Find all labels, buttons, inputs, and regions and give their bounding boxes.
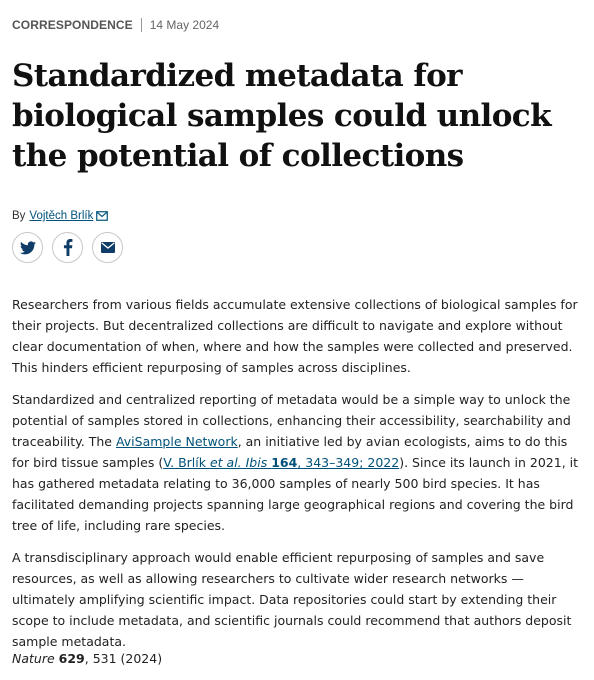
reference-etal: et al. Ibis: [209, 455, 272, 470]
paragraph-2: [12, 389, 584, 536]
share-facebook-button[interactable]: [52, 232, 83, 263]
reference-link[interactable]: [163, 455, 399, 470]
author-link[interactable]: Vojtěch Brlík: [29, 210, 94, 222]
citation-volume: 629: [58, 651, 85, 666]
share-buttons: [12, 232, 123, 263]
reference-volume: 164: [271, 455, 298, 470]
citation: [12, 651, 162, 666]
author-email-icon[interactable]: [96, 211, 108, 221]
citation-journal: Nature: [12, 651, 55, 666]
article-meta: [12, 18, 219, 32]
byline-prefix: By: [12, 210, 26, 222]
citation-rest: , 531 (2024): [84, 651, 163, 666]
reference-author: V. Brlík: [163, 455, 210, 470]
paragraph-1: Researchers from various fields accumulate extensive collections of biological samples for their projects. But decentralized collections are difficult to navigate and explore without clear documentation of when, where and how the samples were collected and preserved. This hinders efficient repurposing of samples across disciplines.: [12, 297, 578, 375]
facebook-icon: [63, 239, 73, 256]
paragraph-2-text-3: ). Since its launch in 2021, it has gathered metadata relating to 36,000 samples of nearly 500 bird species. It has facilitated demanding projects spanning large geographical regions and covering the bird tree of life, including rare species.: [12, 455, 579, 533]
paragraph-2-text-1: Standardized and centralized reporting of metadata would be a simple way to unlock the potential of samples stored in collections, enhancing their accessibility, searchability and traceability. The: [12, 392, 571, 449]
article-type-label: CORRESPONDENCE: [12, 18, 133, 32]
email-icon: [101, 242, 115, 253]
byline: [12, 210, 108, 222]
avisample-network-link[interactable]: AviSample Network: [115, 434, 238, 449]
page-title: Standardized metadata for biological samples could unlock the potential of collections: [12, 58, 551, 174]
publish-date: 14 May 2024: [149, 18, 220, 32]
reference-pages: , 343–349; 2022: [297, 455, 400, 470]
share-twitter-button[interactable]: [12, 232, 43, 263]
twitter-icon: [20, 241, 36, 255]
meta-divider: [141, 18, 142, 32]
paragraph-3: A transdisciplinary approach would enable efficient repurposing of samples and save resources, as well as allowing researchers to cultivate wider research networks — ultimately amplifying scientific impact. Data repositories could start by extending their scope to include metadata, and scientific journals could recommend that authors deposit sample metadata.: [12, 550, 572, 649]
share-email-button[interactable]: [92, 232, 123, 263]
article-body: [12, 294, 584, 663]
paragraph-2-text-2: , an initiative led by avian ecologists, aims to do this for bird tissue samples (: [12, 434, 568, 470]
